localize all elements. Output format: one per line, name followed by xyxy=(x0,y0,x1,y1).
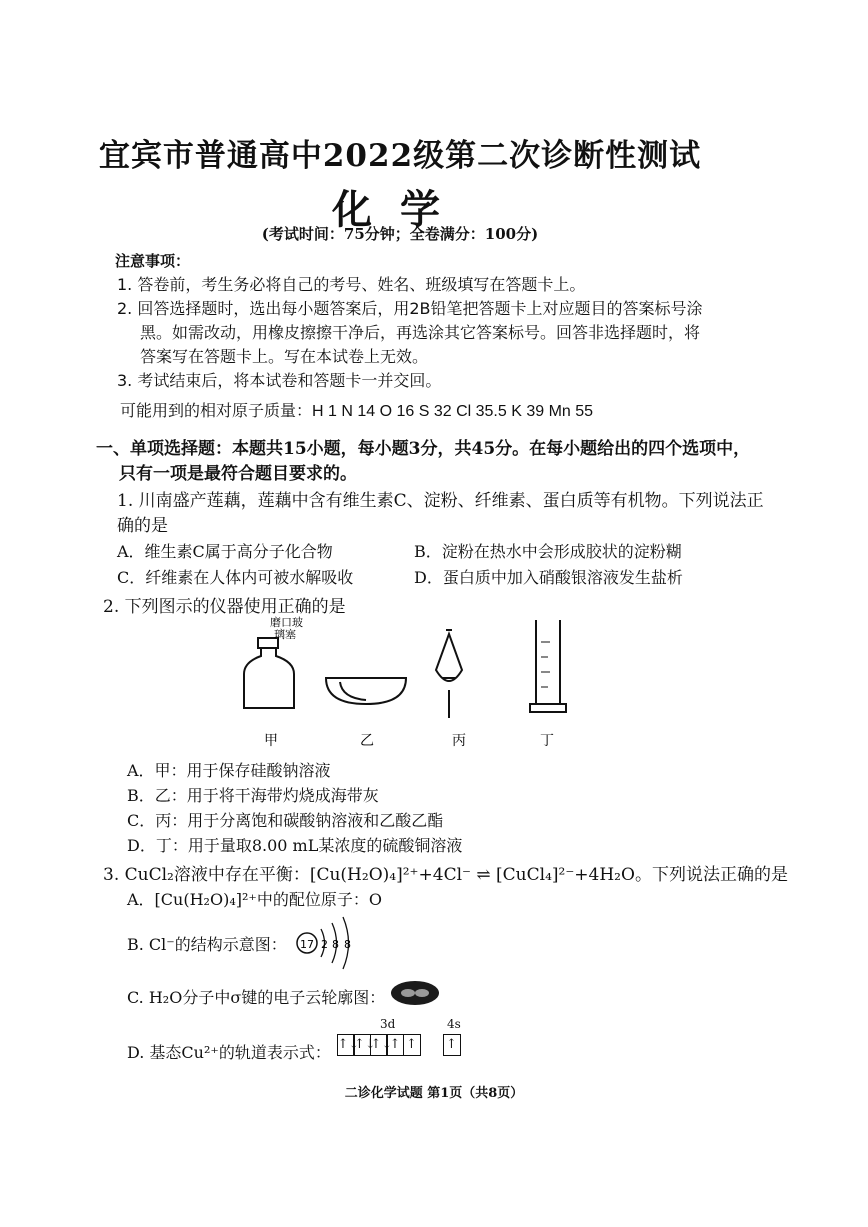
orbital-3d-box: ↑↓ xyxy=(353,1034,371,1056)
cl-nucleus-label: 17 xyxy=(300,938,314,951)
orbital-4s-label: 4s xyxy=(447,1017,461,1031)
notice-item-2-cont2: 答案写在答题卡上。写在本试卷上无效。 xyxy=(140,347,429,366)
q3-option-c: C. H₂O分子中σ键的电子云轮廓图： xyxy=(127,988,386,1007)
page-footer: 二诊化学试题 第1页（共8页） xyxy=(344,1086,524,1101)
cl-shell-3: 8 xyxy=(344,938,351,951)
subject-title: 化学 xyxy=(332,186,468,233)
cl-shell-2: 8 xyxy=(332,938,339,951)
evaporating-dish-icon xyxy=(326,678,406,704)
label-bing: 丙 xyxy=(452,733,466,749)
q1-option-d: D．蛋白质中加入硝酸银溶液发生盐析 xyxy=(414,568,683,587)
exam-title: 宜宾市普通高中2022级第二次诊断性测试 xyxy=(98,138,702,174)
q2-stem: 2. 下列图示的仪器使用正确的是 xyxy=(103,597,346,617)
orbital-3d-boxes xyxy=(338,1034,421,1056)
cl-shell-1: 2 xyxy=(321,938,328,951)
section1-heading: 一、单项选择题：本题共15小题，每小题3分，共45分。在每小题给出的四个选项中， xyxy=(96,439,751,459)
orbital-4s-boxes xyxy=(444,1034,461,1056)
notice-heading: 注意事项： xyxy=(115,252,191,270)
q1-stem: 1. 川南盛产莲藕，莲藕中含有维生素C、淀粉、纤维素、蛋白质等有机物。下列说法正 xyxy=(117,491,764,511)
label-jia: 甲 xyxy=(264,733,278,749)
orbital-4s-box: ↑ xyxy=(443,1034,461,1056)
q1-option-b: B．淀粉在热水中会形成胶状的淀粉糊 xyxy=(414,542,682,561)
notice-item-2: 2. 回答选择题时，选出每小题答案后，用2B铅笔把答题卡上对应题目的答案标号涂 xyxy=(117,299,703,318)
q1-option-a: A．维生素C属于高分子化合物 xyxy=(117,542,333,561)
graduated-cylinder-icon xyxy=(530,620,566,712)
q3-option-a: A．[Cu(H₂O)₄]²⁺中的配位原子：O xyxy=(127,890,382,909)
notice-item-2-cont: 黑。如需改动，用橡皮擦擦干净后，再选涂其它答案标号。回答非选择题时，将 xyxy=(140,323,701,342)
q3-option-b: B. Cl⁻的结构示意图： xyxy=(127,935,287,954)
q2-option-d: D．丁：用于量取8.00 mL某浓度的硫酸铜溶液 xyxy=(127,836,463,855)
atomic-masses: 可能用到的相对原子质量：H 1 N 14 O 16 S 32 Cl 35.5 K 39 Mn 55 xyxy=(120,403,594,420)
q1-stem-cont: 确的是 xyxy=(117,516,168,536)
reagent-bottle-icon xyxy=(244,638,294,708)
bottle-note-line1: 磨口玻 xyxy=(270,616,303,629)
notice-item-1: 1. 答卷前，考生务必将自己的考号、姓名、班级填写在答题卡上。 xyxy=(117,275,586,294)
q2-option-c: C．丙：用于分离饱和碳酸钠溶液和乙酸乙酯 xyxy=(127,811,444,830)
orbital-3d-box: ↑↓ xyxy=(370,1034,388,1056)
exam-info: (考试时间：75分钟；全卷满分：100分) xyxy=(261,225,539,243)
orbital-3d-box: ↑ xyxy=(386,1034,404,1056)
q3-stem: 3. CuCl₂溶液中存在平衡：[Cu(H₂O)₄]²⁺+4Cl⁻ ⇌ [CuCl₄]²⁻+4H₂O。下列说法正确的是 xyxy=(103,865,788,885)
q2-option-a: A．甲：用于保存硅酸钠溶液 xyxy=(127,761,331,780)
separatory-funnel-icon xyxy=(436,630,462,718)
sigma-bond-cloud-icon xyxy=(389,978,441,1008)
section1-heading-cont: 只有一项是最符合题目要求的。 xyxy=(119,464,357,484)
label-ding: 丁 xyxy=(540,733,554,749)
orbital-3d-label: 3d xyxy=(380,1017,396,1031)
cl-structure-diagram xyxy=(293,912,373,974)
q3-option-d: D. 基态Cu²⁺的轨道表示式： xyxy=(127,1043,331,1062)
label-yi: 乙 xyxy=(360,733,374,749)
orbital-3d-box: ↑ xyxy=(403,1034,421,1056)
q2-apparatus-figure xyxy=(230,612,590,752)
orbital-3d-box: ↑↓ xyxy=(337,1034,355,1056)
bottle-note-line2: 璃塞 xyxy=(274,628,296,641)
notice-item-3: 3. 考试结束后，将本试卷和答题卡一并交回。 xyxy=(117,371,442,390)
q2-option-b: B．乙：用于将干海带灼烧成海带灰 xyxy=(127,786,379,805)
q1-option-c: C．纤维素在人体内可被水解吸收 xyxy=(117,568,354,587)
